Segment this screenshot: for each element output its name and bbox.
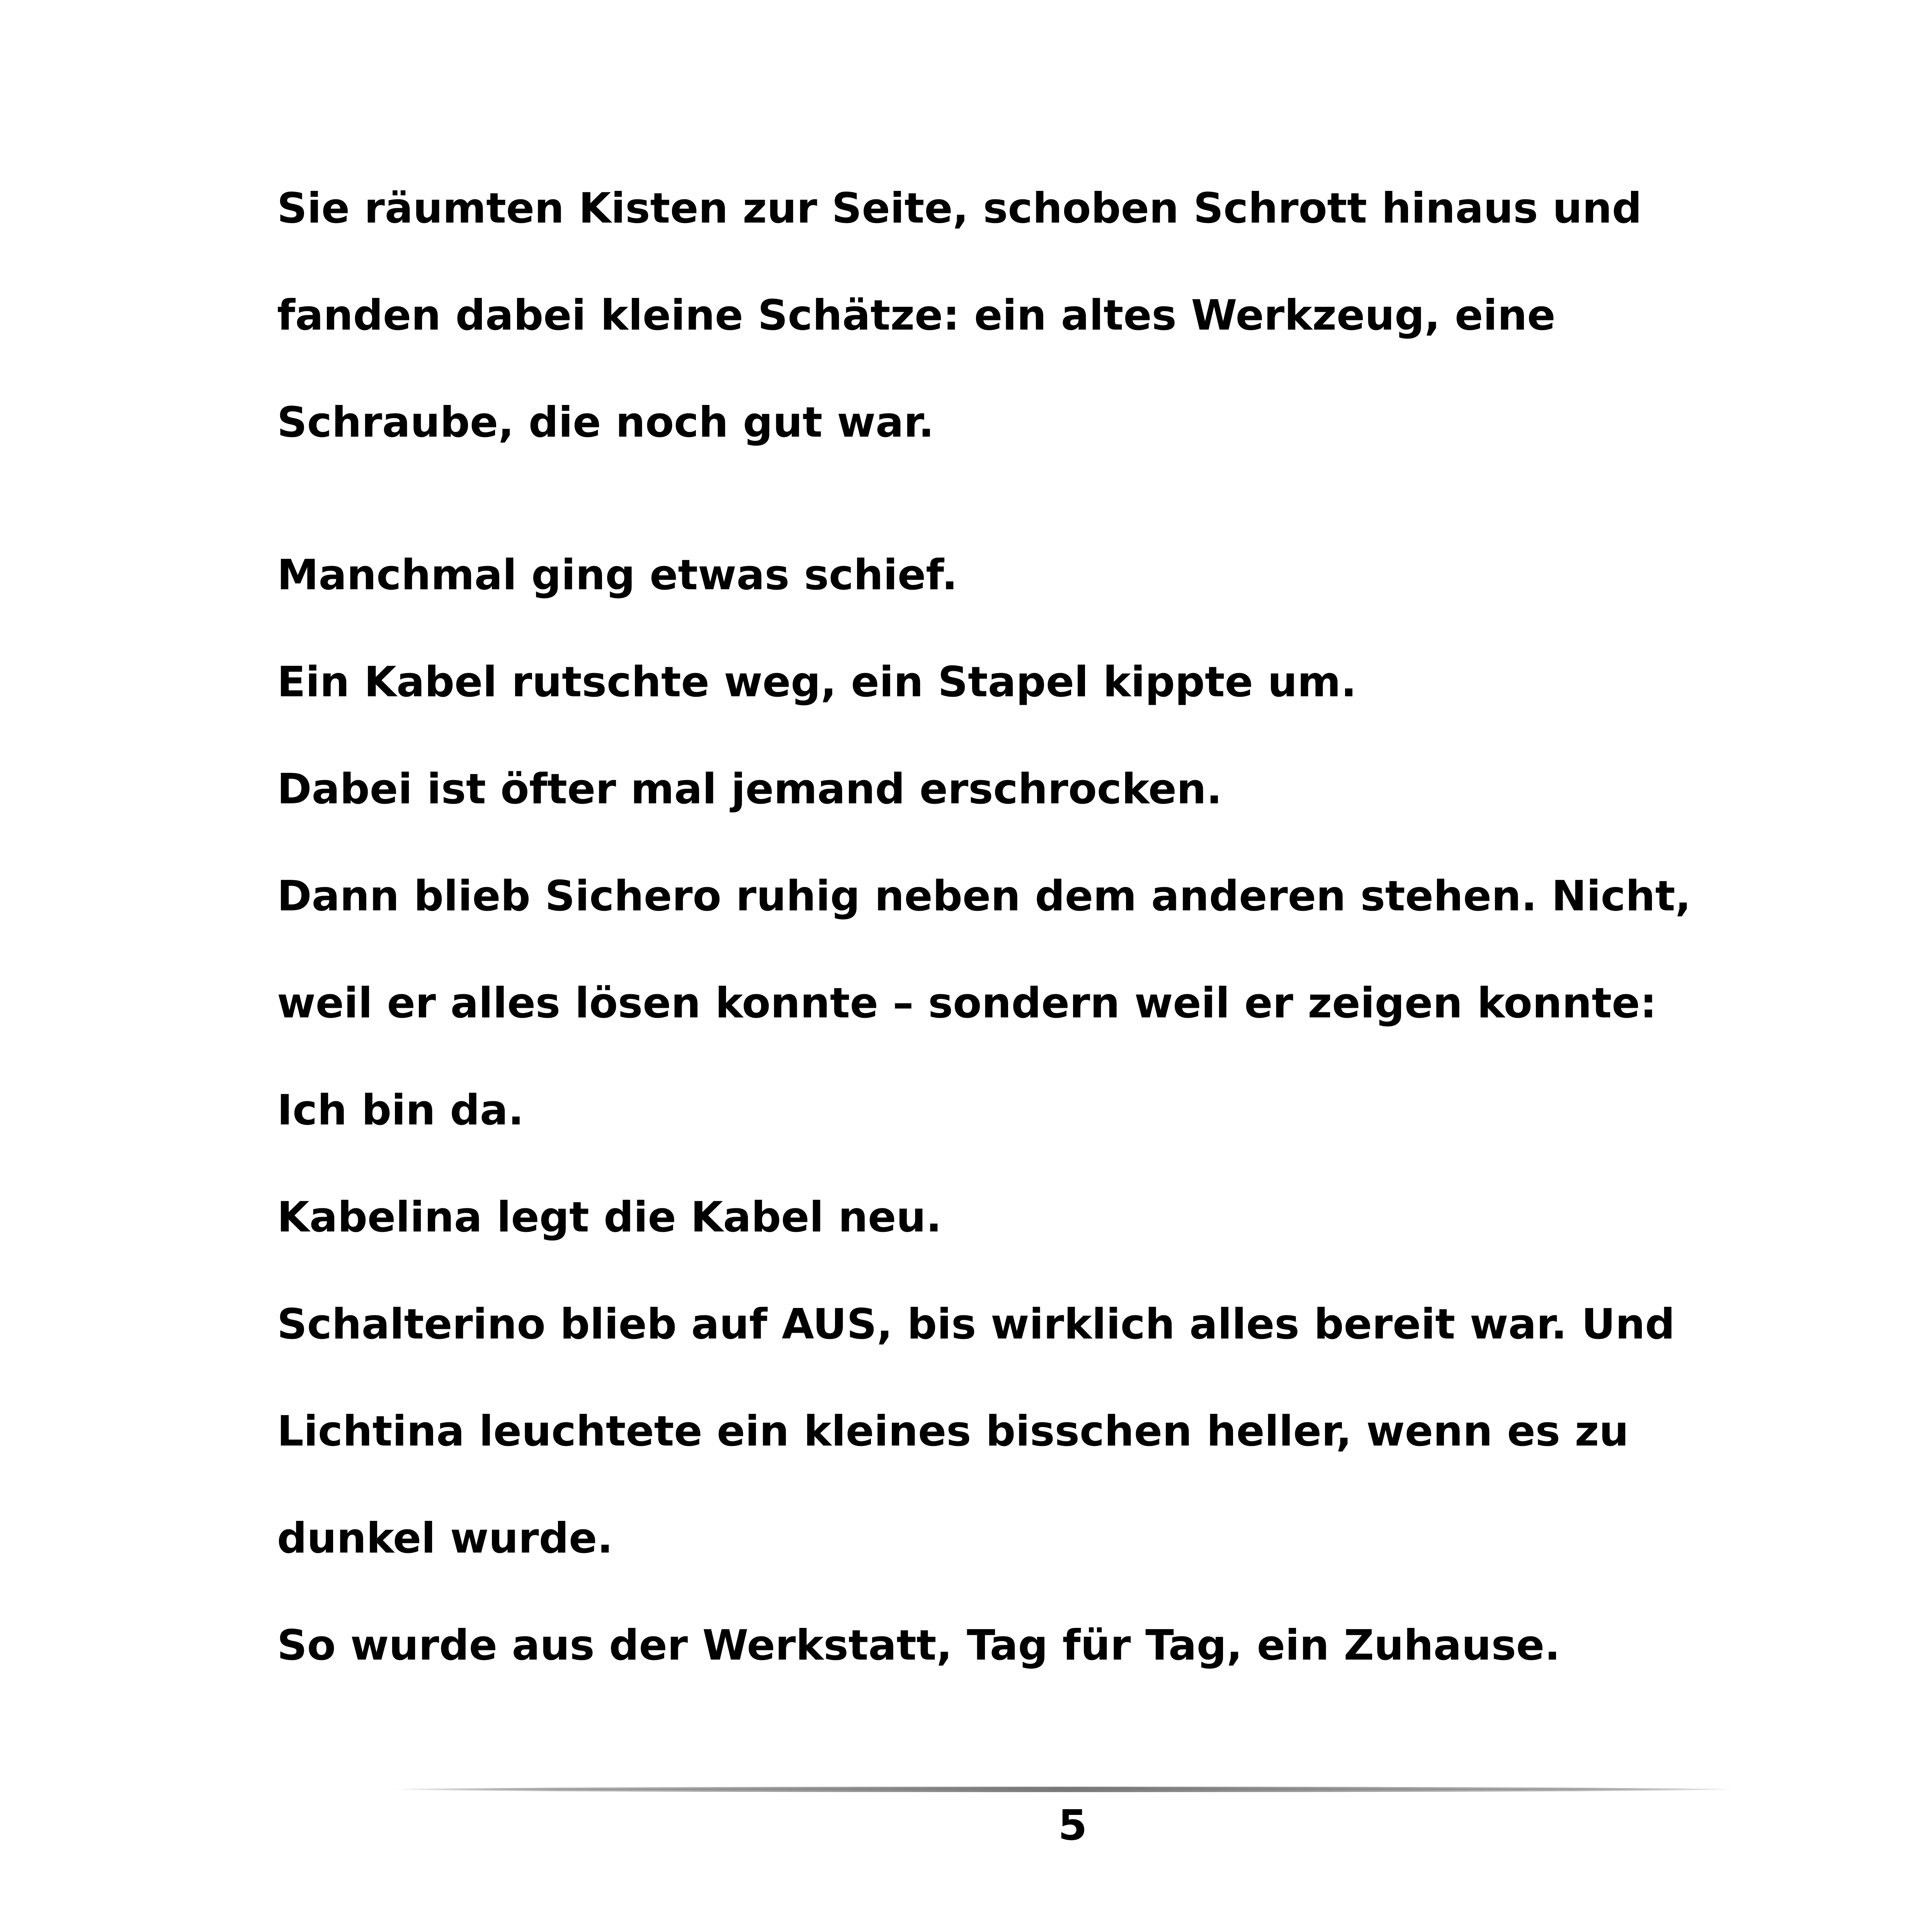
text-line: Kabelina legt die Kabel neu. — [277, 1193, 942, 1242]
text-line: Lichtina leuchtete ein kleines bisschen heller, wenn es zu — [277, 1407, 1629, 1456]
text-line: Schalterino blieb auf AUS, bis wirklich alles bereit war. Und — [277, 1300, 1675, 1349]
footer-divider — [394, 1787, 1735, 1792]
text-line: Dabei ist öfter mal jemand erschrocken. — [277, 765, 1222, 813]
text-line: Schraube, die noch gut war. — [277, 398, 934, 447]
text-line: Manchmal ging etwas schief. — [277, 551, 958, 599]
text-line: Sie räumten Kisten zur Seite, schoben Schrott hinaus und — [277, 184, 1642, 233]
text-line: fanden dabei kleine Schätze: ein altes Werkzeug, eine — [277, 291, 1556, 340]
text-line: Dann blieb Sichero ruhig neben dem anderen stehen. Nicht, — [277, 872, 1691, 920]
text-line: dunkel wurde. — [277, 1514, 613, 1563]
text-line: Ein Kabel rutschte weg, ein Stapel kippte um. — [277, 658, 1357, 706]
page-number: 5 — [1058, 1801, 1087, 1850]
text-line: weil er alles lösen konnte – sondern weil er zeigen konnte: — [277, 979, 1657, 1027]
text-line: Ich bin da. — [277, 1086, 524, 1134]
text-line: So wurde aus der Werkstatt, Tag für Tag, ein Zuhause. — [277, 1621, 1560, 1670]
